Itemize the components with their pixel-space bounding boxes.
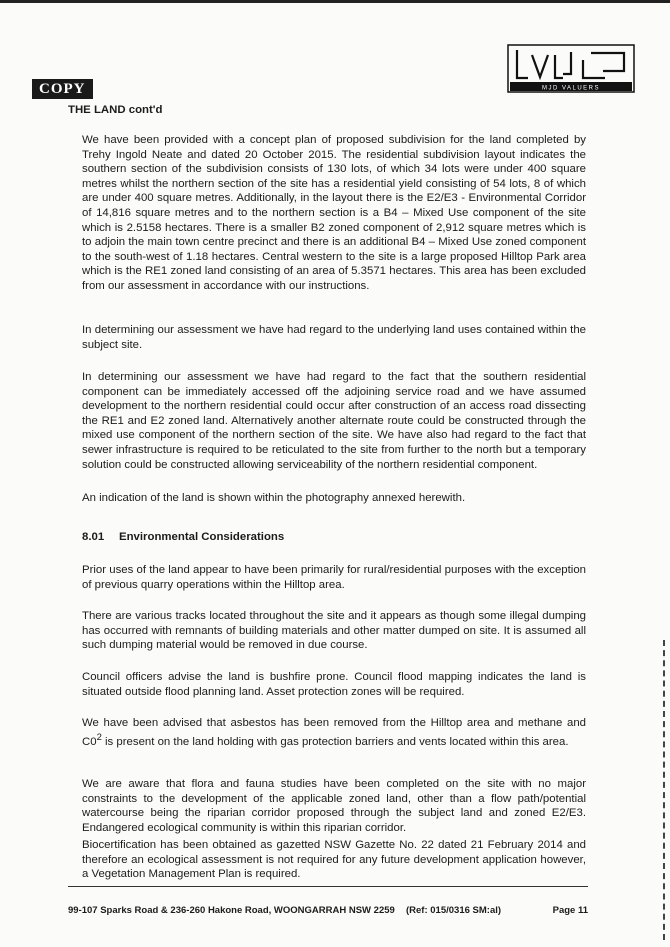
paragraph-concept-plan: We have been provided with a concept plan of proposed subdivision for the land completed by Trehy Ingold Neate and dated 20 October 2015. The residential subdivision layout indicates the southern section of the subdivision consists of 130 lots, of which 34 lots were under 400 square metres whilst the northern section of the site has a residential yield consisting of 54 lots, 8 of which are under 400 square metres. Additionally, in the layout there is the E2/E3 - Environmental Corridor of 14,816 square metres and to the northern section is a B4 – Mixed Use component of the site which is 2.5158 hectares. There is a smaller B2 zoned component of 2,912 square metres which is to adjoin the main town centre precinct and there is an additional B4 – Mixed Use zoned component to the south-west of 1.18 hectares. Central western to the site is a large proposed Hilltop Park area which is the RE1 zoned land consisting of an area of 5.3571 hectares. This area has been excluded from our assessment in accordance with our instructions. bbox=[82, 134, 586, 292]
paragraph-photography: An indication of the land is shown within the photography annexed herewith. bbox=[82, 492, 466, 504]
paragraph-biocertification: Biocertification has been obtained as gazetted NSW Gazette No. 22 dated 21 February 2014 and therefore an ecological assessment is not required for any future development application however, a Vegetation Management Plan is required. bbox=[82, 839, 586, 881]
paragraph-access-assessment: In determining our assessment we have had regard to the fact that the southern residential component can be immediately accessed off the adjoining service road and we have assumed development to the northern residential could occur after construction of an access road dissecting the RE1 and E2 zoned land. Alternatively another alternate route could be constructed through the mixed use component of the northern section of the site. We have also had regard to the fact that sewer infrastructure is required to be reticulated to the site from further to the north but a temporary solution could be constructed allowing serviceability of the northern residential component. bbox=[82, 371, 586, 471]
section-number: 8.01 bbox=[82, 531, 105, 543]
footer-reference: (Ref: 015/0316 SM:al) bbox=[406, 905, 502, 916]
paragraph-bushfire: Council officers advise the land is bushfire prone. Council flood mapping indicates the land is situated outside flood planning land. Asset protection zones will be required. bbox=[82, 671, 586, 698]
scan-edge-marks bbox=[663, 640, 667, 940]
section-heading-environmental bbox=[82, 531, 284, 543]
copy-stamp: COPY bbox=[32, 79, 93, 99]
paragraph-underlying-uses: In determining our assessment we have had regard to the underlying land uses contained within the subject site. bbox=[82, 324, 586, 351]
asbestos-text-end: is present on the land holding with gas protection barriers and vents located within this area. bbox=[101, 735, 569, 748]
asbestos-superscript: 2 bbox=[96, 731, 102, 743]
paragraph-flora-fauna: We are aware that flora and fauna studies have been completed on the site with no major constraints to the development of the applicable zoned land, other than a flow path/potential watercourse being the riparian corridor proposed through the subject land and zoned E2/E3. Endangered ecological community is within this riparian corridor. bbox=[82, 778, 586, 834]
footer-page-number: Page 11 bbox=[552, 905, 588, 916]
mjd-valuers-logo bbox=[507, 44, 635, 93]
logo-subtitle: MJD VALUERS bbox=[541, 85, 601, 92]
asbestos-text-start: We have been advised that asbestos has been removed from the Hilltop area and methane and C0 bbox=[82, 717, 586, 748]
footer-address: 99-107 Sparks Road & 236-260 Hakone Road, WOONGARRAH NSW 2259 bbox=[68, 905, 395, 916]
section-heading-land: THE LAND cont'd bbox=[68, 104, 163, 116]
top-border-line bbox=[0, 0, 670, 3]
paragraph-asbestos bbox=[82, 716, 586, 749]
paragraph-prior-uses: Prior uses of the land appear to have been primarily for rural/residential purposes with the exception of previous quarry operations within the Hilltop area. bbox=[82, 564, 586, 591]
footer-divider bbox=[68, 886, 588, 887]
paragraph-illegal-dumping: There are various tracks located throughout the site and it appears as though some illegal dumping has occurred with remnants of building materials and other matter dumped on site. It is assumed all such dumping material would be removed in due course. bbox=[82, 610, 586, 652]
section-title: Environmental Considerations bbox=[119, 531, 285, 543]
